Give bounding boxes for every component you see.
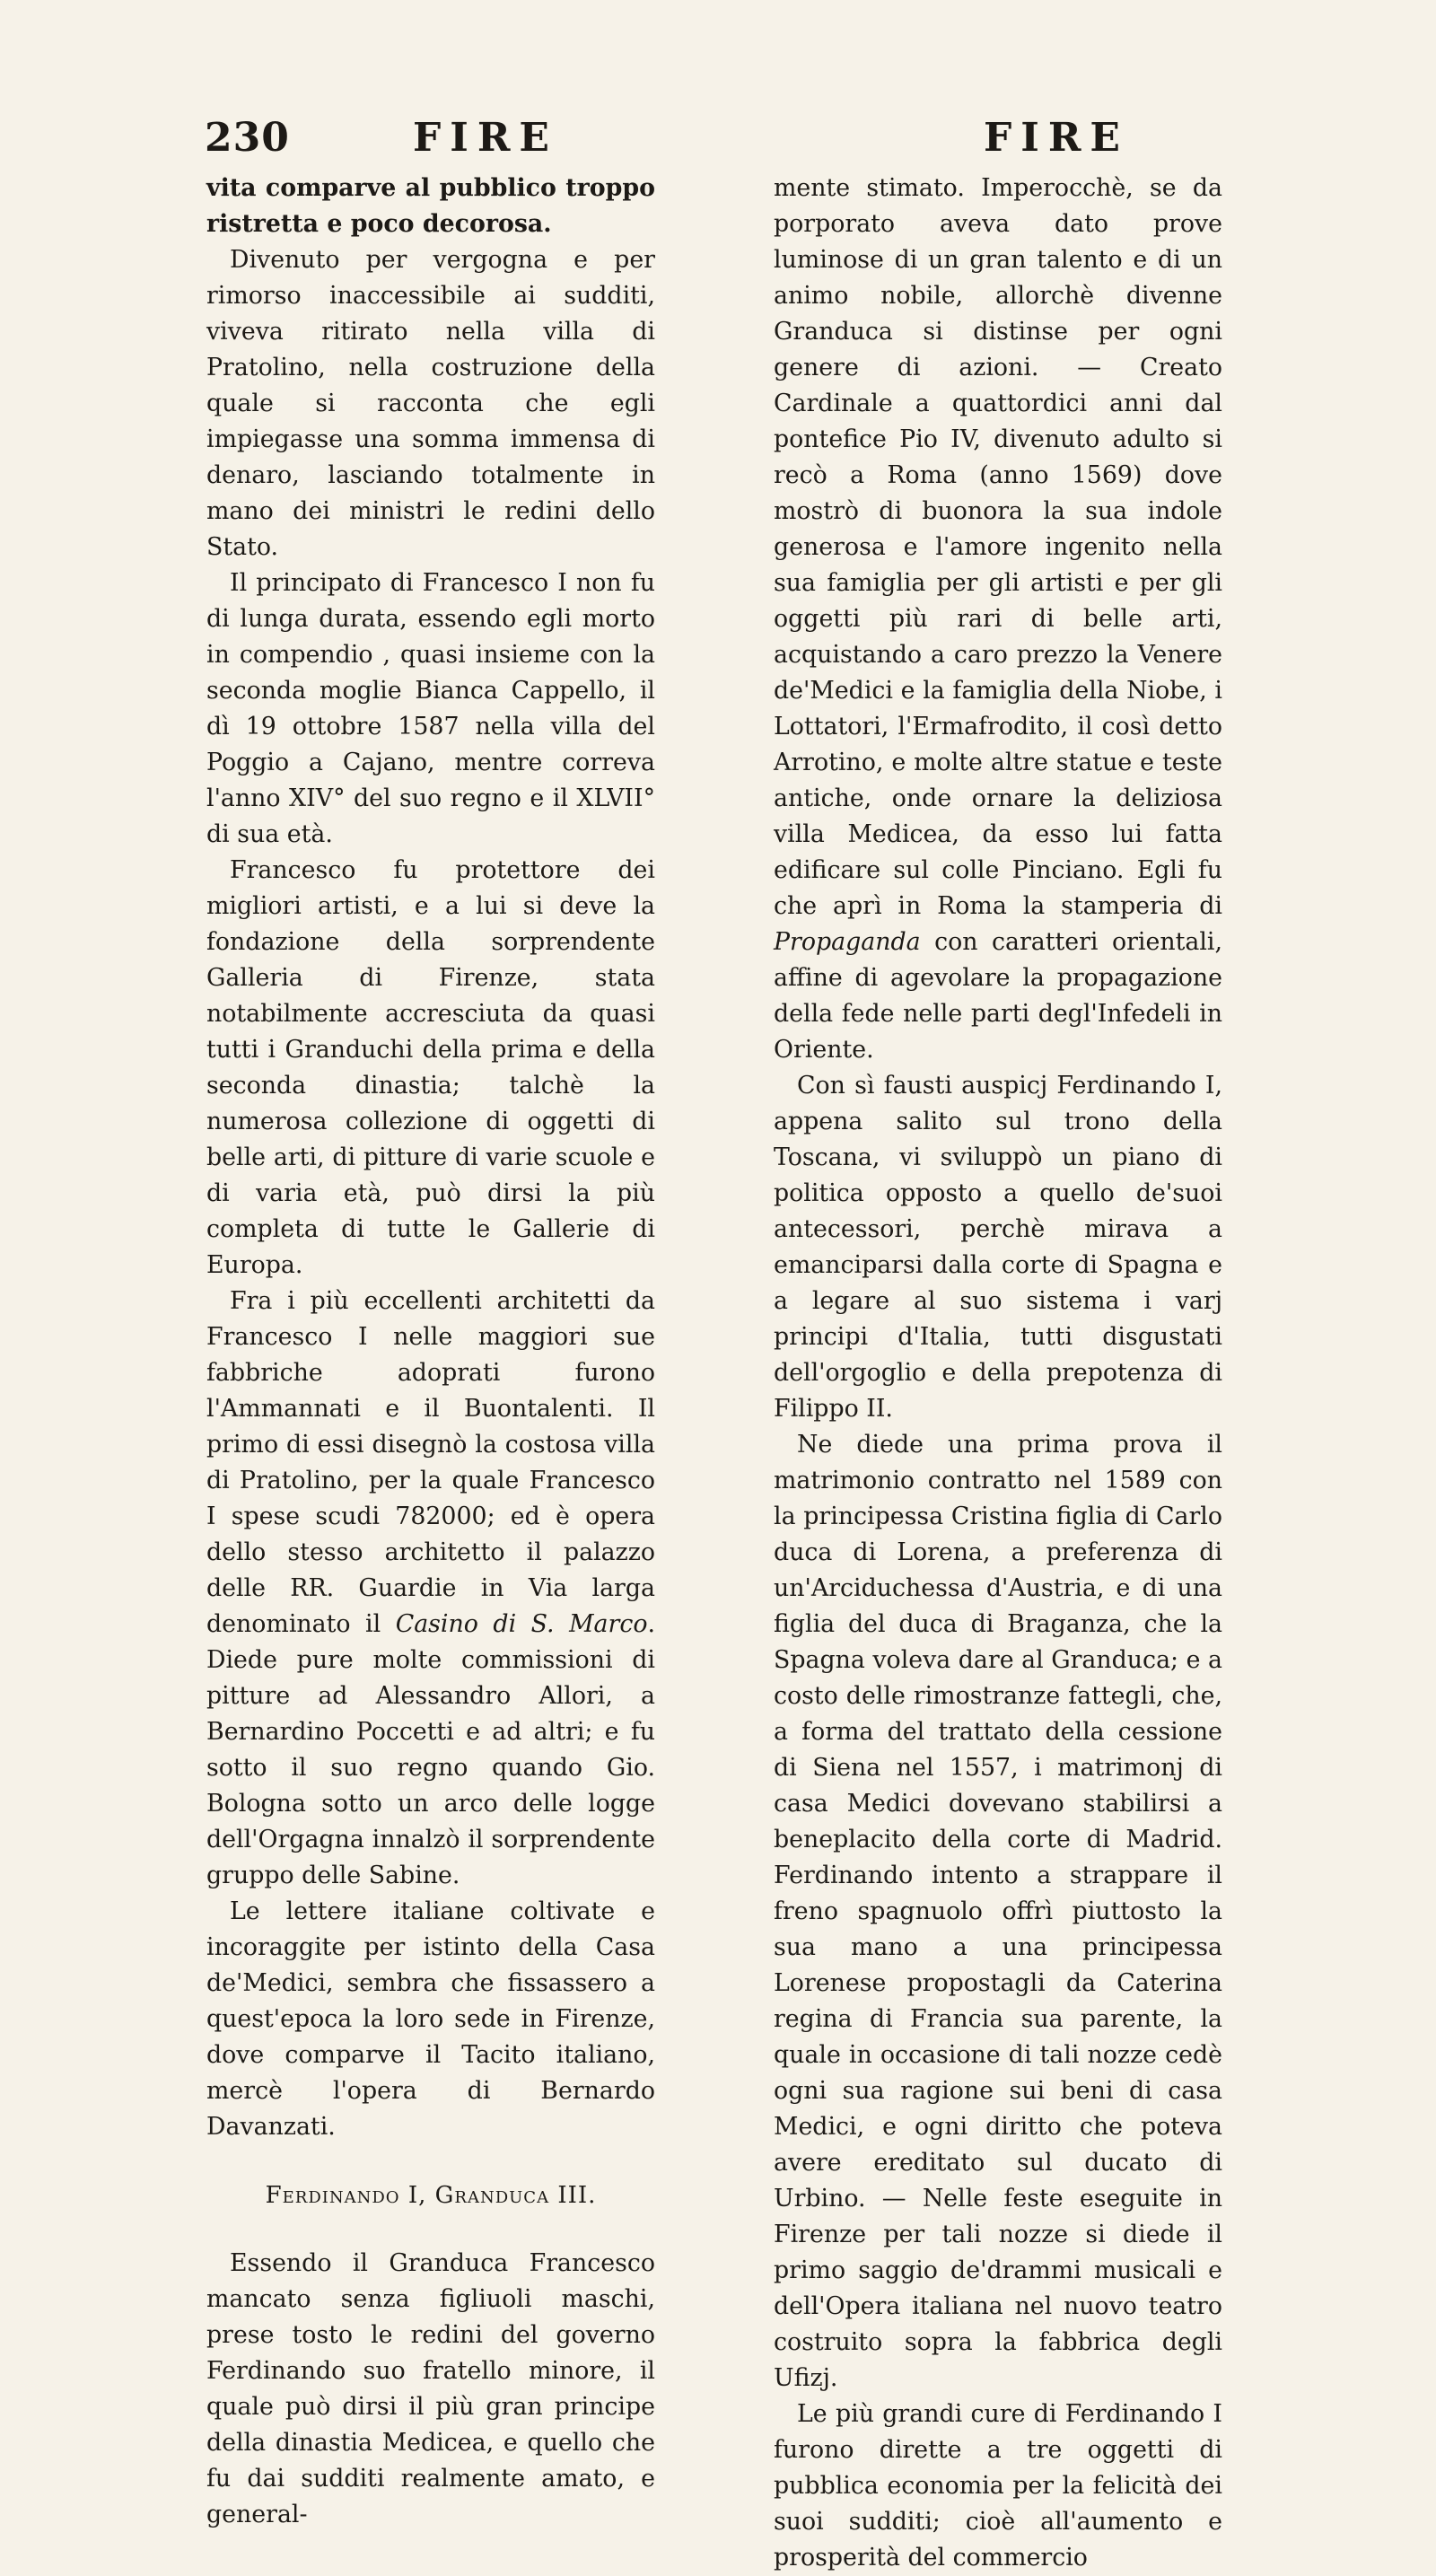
paragraph: Con sì fausti auspicj Ferdinando I, appena salito sul trono della Toscana, vi sviluppò un piano di politica opposto a quello de'suoi antecessori, perchè mirava a emanciparsi dalla corte di Spagna e a legare al suo sistema i varj principi d'Italia, tutti disgustati dell'orgoglio e della prepotenza di Filippo II. (774, 1072, 1222, 1423)
paragraph: Il principato di Francesco I non fu di lunga durata, essendo egli morto in compendio , quasi insieme con la seconda moglie Bianca Cappello, il dì 19 ottobre 1587 nella villa del Poggio a Cajano, mentre correva l'anno XIV° del suo regno e il XLVII° di sua età. (206, 569, 655, 848)
paragraph (774, 171, 1222, 1068)
paragraph: Essendo il Granduca Francesco mancato senza figliuoli maschi, prese tosto le redini del governo Ferdinando suo fratello minore, il quale può dirsi il più gran principe della dinastia Medicea, e quello che fu dai sudditi realmente amato, e general- (206, 2249, 655, 2528)
italic-title: Propaganda (774, 928, 921, 956)
paragraph: Divenuto per vergogna e per rimorso inaccessibile ai sudditi, viveva ritirato nella villa di Pratolino, nella costruzione della quale si racconta che egli impiegasse una somma immensa di denaro, lasciando totalmente in mano dei ministri le redini dello Stato. (206, 246, 655, 561)
paragraph-text: con caratteri orientali, affine di agevolare la propagazione della fede nelle parti degl'Infedeli in Oriente. (774, 928, 1222, 1064)
paragraph-text: mente stimato. Imperocchè, se da porporato aveva dato prove luminose di un gran talento e di un animo nobile, allorchè divenne Granduca si distinse per ogni genere di azioni. — Creato Cardinale a quattordici anni dal pontefice Pio IV, divenuto adulto si recò a Roma (anno 1569) dove mostrò di buonora la sua indole generosa e l'amore ingenito nella sua famiglia per gli artisti e per gli oggetti più rari di belle arti, acquistando a caro prezzo la Venere de'Medici e la famiglia della Niobe, i Lottatori, l'Ermafrodito, il così detto Arrotino, e molte altre statue e teste antiche, onde ornare la deliziosa villa Medicea, da esso lui fatta edificare sul colle Pinciano. Egli fu che aprì in Roma la stamperia di (774, 174, 1222, 920)
left-column (206, 171, 655, 2533)
paragraph: Ne diede una prima prova il matrimonio contratto nel 1589 con la principessa Cristina figlia di Carlo duca di Lorena, a preferenza di un'Arciduchessa d'Austria, e di una figlia del duca di Braganza, che la Spagna voleva dare al Granduca; e a costo delle rimostranze fattegli, che, a forma del trattato della cessione di Siena nel 1557, i matrimonj di casa Medici dovevano stabilirsi a beneplacito della corte di Madrid. Ferdinando intento a strappare il freno spagnuolo offrì piuttosto la sua mano a una principessa Lorenese propostagli da Caterina regina di Francia sua parente, la quale in occasione di tali nozze cedè ogni sua ragione sui beni di casa Medici, e ogni diritto che poteva avere ereditato sul ducato di Urbino. — Nelle feste eseguite in Firenze per tali nozze si diede il primo saggio de'drammi musicali e dell'Opera italiana nel nuovo teatro costruito sopra la fabbrica degli Ufizj. (774, 1431, 1222, 2392)
paragraph: vita comparve al pubblico troppo ristretta e poco decorosa. (206, 174, 655, 238)
paragraph: Francesco fu protettore dei migliori artisti, e a lui si deve la fondazione della sorprendente Galleria di Firenze, stata notabilmente accresciuta da quasi tutti i Granduchi della prima e della seconda dinastia; talchè la numerosa collezione di oggetti di belle arti, di pitture di varie scuole e di varia età, può dirsi la più completa di tutte le Gallerie di Europa. (206, 856, 655, 1279)
paragraph: Le lettere italiane coltivate e incoraggite per istinto della Casa de'Medici, sembra che fissassero a quest'epoca la loro sede in Firenze, dove comparve il Tacito italiano, mercè l'opera di Bernardo Davanzati. (206, 1897, 655, 2141)
running-head (205, 115, 1131, 169)
paragraph-text: Fra i più eccellenti architetti da Francesco I nelle maggiori sue fabbriche adoprati furono l'Ammannati e il Buontalenti. Il primo di essi disegnò la costosa villa di Pratolino, per la quale Francesco I spese scudi 782000; ed è opera dello stesso architetto il palazzo delle RR. Guardie in Via larga denominato il (206, 1287, 655, 1638)
paragraph (206, 1284, 655, 1894)
right-column (774, 171, 1222, 2576)
italic-title: Casino di S. Marco (395, 1610, 648, 1638)
running-head-left: FIRE (413, 115, 558, 161)
paragraph-text: . Diede pure molte commissioni di pitture ad Alessandro Allori, a Bernardino Poccetti e ad altri; e fu sotto il suo regno quando Gio. Bologna sotto un arco delle logge dell'Orgagna innalzò il sorprendente gruppo delle Sabine. (206, 1610, 655, 1889)
paragraph: Le più grandi cure di Ferdinando I furono dirette a tre oggetti di pubblica economia per la felicità dei suoi sudditi; cioè all'aumento e prosperità del commercio (774, 2400, 1222, 2572)
section-heading: Ferdinando I, Granduca III. (265, 2182, 597, 2209)
page-number: 230 (205, 115, 290, 161)
running-head-right: FIRE (984, 115, 1129, 161)
